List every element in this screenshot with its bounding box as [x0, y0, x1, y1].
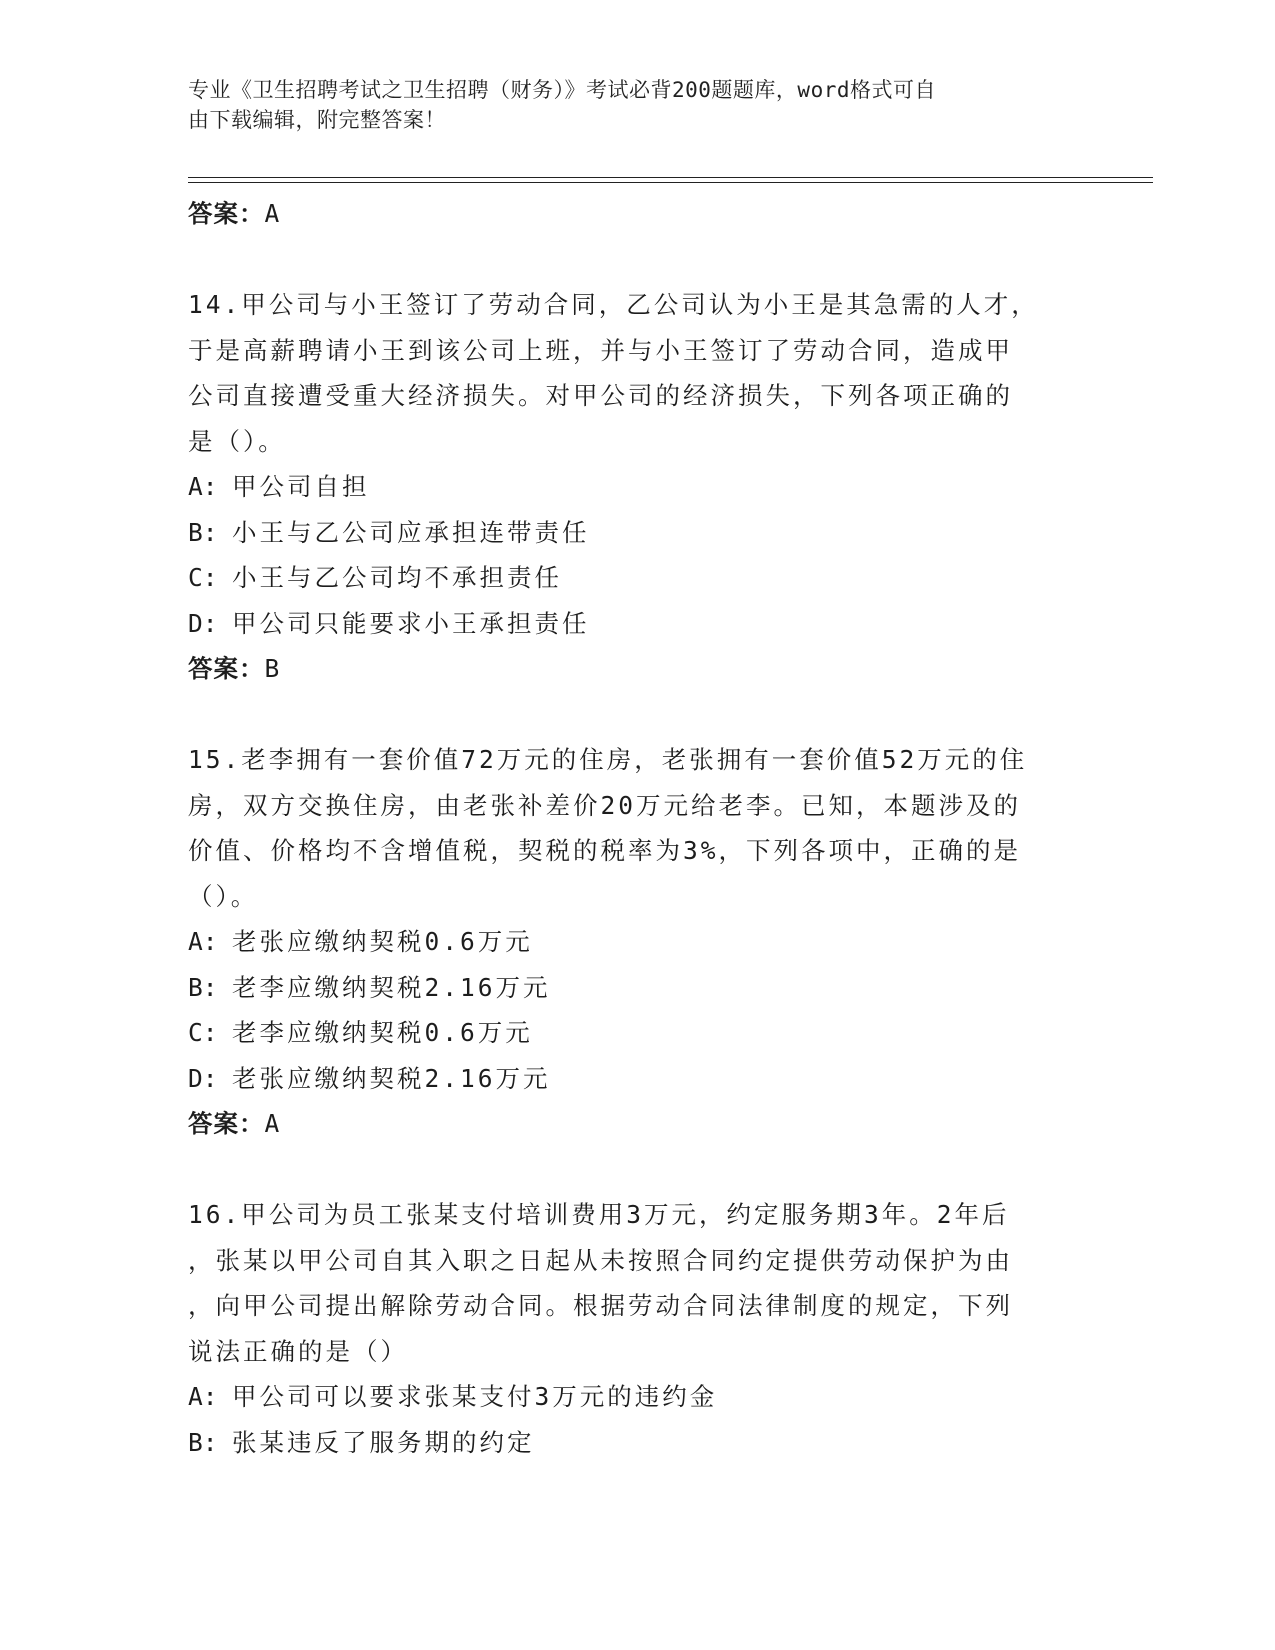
option-label: C:: [188, 563, 218, 592]
option-a: [188, 464, 1088, 510]
answer-line-prev: [188, 191, 1088, 237]
question-line: 说法正确的是（）: [188, 1336, 408, 1366]
option-label: D:: [188, 608, 218, 638]
answer-label: 答案：: [188, 1109, 265, 1138]
option-text: 张某违反了服务期的约定: [232, 1427, 535, 1457]
spacer: [188, 692, 1088, 738]
question-line: 14.甲公司与小王签订了劳动合同，乙公司认为小王是其急需的人才，: [188, 290, 1039, 319]
question-line: 16.甲公司为员工张某支付培训费用3万元，约定服务期3年。2年后: [188, 1200, 1010, 1229]
question-line: 公司直接遭受重大经济损失。对甲公司的经济损失，下列各项正确的: [188, 381, 1013, 410]
option-text: 甲公司可以要求张某支付3万元的违约金: [232, 1382, 718, 1411]
answer-line: [188, 1101, 1088, 1147]
option-text: 老张应缴纳契税0.6万元: [232, 927, 533, 956]
header-divider-bottom: [188, 182, 1153, 183]
option-label: A:: [188, 1382, 218, 1411]
answer-value: A: [264, 199, 281, 228]
option-b: [188, 510, 1088, 556]
option-a: [188, 919, 1088, 965]
option-b: [188, 965, 1088, 1011]
question-line: ，张某以甲公司自其入职之日起从未按照合同约定提供劳动保护为由: [188, 1245, 1013, 1275]
option-b: [188, 1420, 1088, 1466]
option-label: B:: [188, 972, 218, 1002]
option-text: 甲公司只能要求小王承担责任: [232, 608, 590, 638]
question-line: ，向甲公司提出解除劳动合同。根据劳动合同法律制度的规定，下列: [188, 1291, 1013, 1320]
answer-value: A: [264, 1109, 281, 1138]
answer-label: 答案：: [188, 199, 265, 228]
question-line: 15.老李拥有一套价值72万元的住房，老张拥有一套价值52万元的住: [188, 745, 1028, 774]
question-line: （）。: [188, 881, 259, 911]
page-header: [188, 75, 1088, 135]
question-line: 是（）。: [188, 426, 286, 456]
option-d: [188, 601, 1088, 647]
option-a: [188, 1374, 1088, 1420]
spacer: [188, 1147, 1088, 1193]
option-text: 甲公司自担: [232, 472, 370, 501]
option-text: 小王与乙公司均不承担责任: [232, 563, 562, 592]
header-divider-top: [188, 177, 1153, 178]
question-line: 价值、价格均不含增值税，契税的税率为3%，下列各项中，正确的是: [188, 836, 1021, 865]
answer-line: [188, 646, 1088, 692]
option-text: 老李应缴纳契税0.6万元: [232, 1018, 533, 1047]
question-line: 于是高薪聘请小王到该公司上班，并与小王签订了劳动合同，造成甲: [188, 335, 1013, 365]
option-label: D:: [188, 1063, 218, 1093]
question-16: [188, 1192, 1088, 1465]
question-line: 房，双方交换住房，由老张补差价20万元给老李。已知，本题涉及的: [188, 790, 1021, 820]
option-text: 小王与乙公司应承担连带责任: [232, 517, 590, 547]
header-line-2: 由下载编辑，附完整答案！: [188, 108, 446, 132]
option-label: A:: [188, 472, 218, 501]
answer-label: 答案：: [188, 654, 265, 683]
answer-value: B: [264, 654, 281, 683]
option-text: 老张应缴纳契税2.16万元: [232, 1063, 551, 1093]
question-15: [188, 737, 1088, 1147]
option-c: [188, 1010, 1088, 1056]
option-label: B:: [188, 1427, 218, 1457]
option-label: A:: [188, 927, 218, 956]
question-14: [188, 282, 1088, 692]
option-label: B:: [188, 517, 218, 547]
option-d: [188, 1056, 1088, 1102]
header-line-1: 专业《卫生招聘考试之卫生招聘（财务）》考试必背200题题库，word格式可自: [188, 78, 936, 102]
option-label: C:: [188, 1018, 218, 1047]
spacer: [188, 237, 1088, 283]
option-c: [188, 555, 1088, 601]
option-text: 老李应缴纳契税2.16万元: [232, 972, 551, 1002]
document-body: [188, 191, 1088, 1465]
